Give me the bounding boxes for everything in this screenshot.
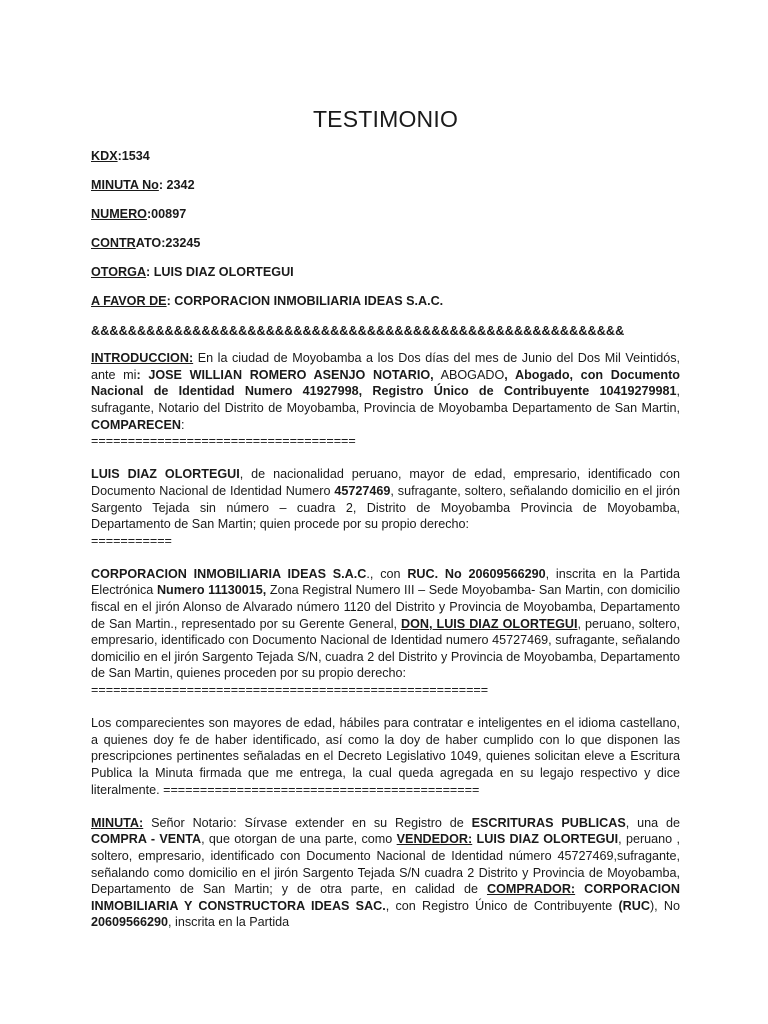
minuta-label: MINUTA:	[91, 815, 144, 830]
equals-separator: ===========	[91, 533, 172, 548]
party-name: LUIS DIAZ OLORTEGUI	[91, 467, 240, 482]
introduccion-paragraph	[91, 350, 680, 450]
notary-name: : JOSE WILLIAN ROMERO ASENJO NOTARIO,	[136, 367, 434, 382]
compra-venta-label: COMPRA - VENTA	[91, 832, 202, 847]
luis-diaz-paragraph	[91, 466, 680, 549]
partida-number: Numero 11130015,	[156, 583, 267, 598]
field-value: :1534	[117, 149, 150, 163]
paragraph-text: En la ciudad de Moyobamba a los Dos días del mes de Junio del Dos Mil Veintidós, ante mi	[91, 351, 680, 382]
paragraph-text: , que otorgan de una parte, como	[201, 832, 397, 847]
ruc-label: (RUC	[618, 898, 650, 913]
introduccion-label: INTRODUCCION:	[91, 351, 194, 366]
paragraph-text: , sufragante, soltero, señalando domicilio en el jirón Sargento Tejada sin número – cuadra 2, Distrito de Moyobamba Provincia de Moyobamba, Departamento de San Martin; quien procede por su propio derecho:	[91, 483, 680, 532]
paragraph-text: , sufragante, Notario del Distrito de Moyobamba, Provincia de Moyobamba Departamento de San Martin,	[91, 384, 680, 415]
field-label: OTORGA	[91, 265, 147, 280]
paragraph-text: , una de	[625, 815, 680, 830]
comparecen-label: COMPARECEN	[91, 417, 182, 432]
field-value: : CORPORACION INMOBILIARIA IDEAS S.A.C.	[166, 294, 444, 309]
paragraph-text: ., con	[366, 566, 408, 581]
corporacion-paragraph	[91, 566, 680, 699]
field-label: CONTR	[91, 236, 136, 251]
comprador-name: CORPORACION INMOBILIARIA Y CONSTRUCTORA IDEAS SAC.	[91, 882, 680, 913]
paragraph-text: , inscrita en la Partida	[168, 915, 290, 930]
vendedor-name: LUIS DIAZ OLORTEGUI	[472, 832, 619, 847]
ruc-number: 20609566290	[91, 915, 169, 930]
notary-id: , Abogado, con Documento Nacional de Identidad Numero 41927998, Registro Único de Contribuyente 10419279981	[91, 367, 680, 399]
comparecientes-paragraph	[91, 715, 680, 798]
kdx-field	[91, 148, 680, 165]
field-value: :00897	[146, 207, 187, 222]
representative-name: DON, LUIS DIAZ OLORTEGUI	[401, 616, 578, 631]
contrato-field	[91, 235, 680, 252]
field-label: MINUTA No	[91, 178, 159, 193]
paragraph-text: :	[181, 417, 185, 432]
paragraph-text: ), No	[649, 898, 680, 913]
ampersand-separator: &&&&&&&&&&&&&&&&&&&&&&&&&&&&&&&&&&&&&&&&&&&&&&&&&&&&&&&&&&	[91, 323, 625, 338]
paragraph-text: Zona Registral Numero III – Sede Moyobamba- San Martin, con domicilio fiscal en el jirón Alonso de Alvarado número 1120 del Distrito y Provincia de Moyobamba, Departamento de San Martin., representado por su Gerente General,	[91, 583, 680, 631]
document-title: TESTIMONIO	[312, 106, 459, 132]
field-label: A FAVOR DE	[91, 294, 167, 309]
otorga-field	[91, 264, 680, 281]
paragraph-text: Los comparecientes son mayores de edad, hábiles para contratar e inteligentes en el idioma castellano, a quienes doy fe de haber identificado, así como la doy de haber cumplido con lo que disponen las prescripciones pertinentes señaladas en el Decreto Legislativo 1049, quienes solicitan eleve a Escritura Publica la Minuta firmada que me entrega, la cual queda agregada en su legajo respectivo y dice literalmente. ===========================================	[91, 716, 680, 797]
dni-number: 45727469	[334, 483, 391, 498]
a-favor-de-field	[91, 293, 680, 310]
field-value: : 2342	[158, 178, 195, 193]
paragraph-text: , de nacionalidad peruano, mayor de edad, empresario, identificado con Documento Nacional de Identidad Numero	[91, 467, 680, 498]
escrituras-label: ESCRITURAS PUBLICAS	[471, 815, 626, 830]
field-label: KDX	[91, 149, 118, 163]
equals-separator: ======================================================	[91, 683, 489, 698]
paragraph-text: , peruano , soltero, empresario, identificado con Documento Nacional de Identidad número 45727469,sufragante, señalando como domicilio en el jirón Sargento Tejada S/N cuadra 2 Distrito y Provincia de Moyobamba, Departamento de San Martin; y de otra parte, en calidad de	[91, 832, 680, 897]
company-name: CORPORACION INMOBILIARIA IDEAS S.A.C	[91, 566, 367, 581]
paragraph-text: , peruano, soltero, empresario, identificado con Documento Nacional de Identidad numero 45727469, sufragante, señalando domicilio en el jirón Sargento Tejada S/N, cuadra 2 del Distrito y Provincia de Moyobamba, Departamento de San Martin, quienes proceden por su propio derecho:	[91, 616, 681, 681]
paragraph-text: ABOGADO	[433, 367, 505, 382]
minuta-number-field	[91, 177, 680, 194]
minuta-paragraph	[91, 815, 680, 931]
comprador-label: COMPRADOR:	[486, 882, 576, 897]
paragraph-text: , con Registro Único de Contribuyente	[385, 898, 619, 913]
paragraph-text: Señor Notario: Sírvase extender en su Registro de	[143, 815, 472, 830]
field-label: NUMERO	[91, 207, 147, 222]
field-value: ATO:23245	[135, 236, 201, 251]
paragraph-text: , inscrita en la Partida Electrónica	[91, 566, 680, 598]
numero-field	[91, 206, 680, 223]
vendedor-label: VENDEDOR:	[396, 832, 473, 847]
ruc-number: RUC. No 20609566290	[407, 566, 546, 581]
equals-separator: ====================================	[91, 434, 356, 449]
field-value: : LUIS DIAZ OLORTEGUI	[146, 265, 294, 280]
